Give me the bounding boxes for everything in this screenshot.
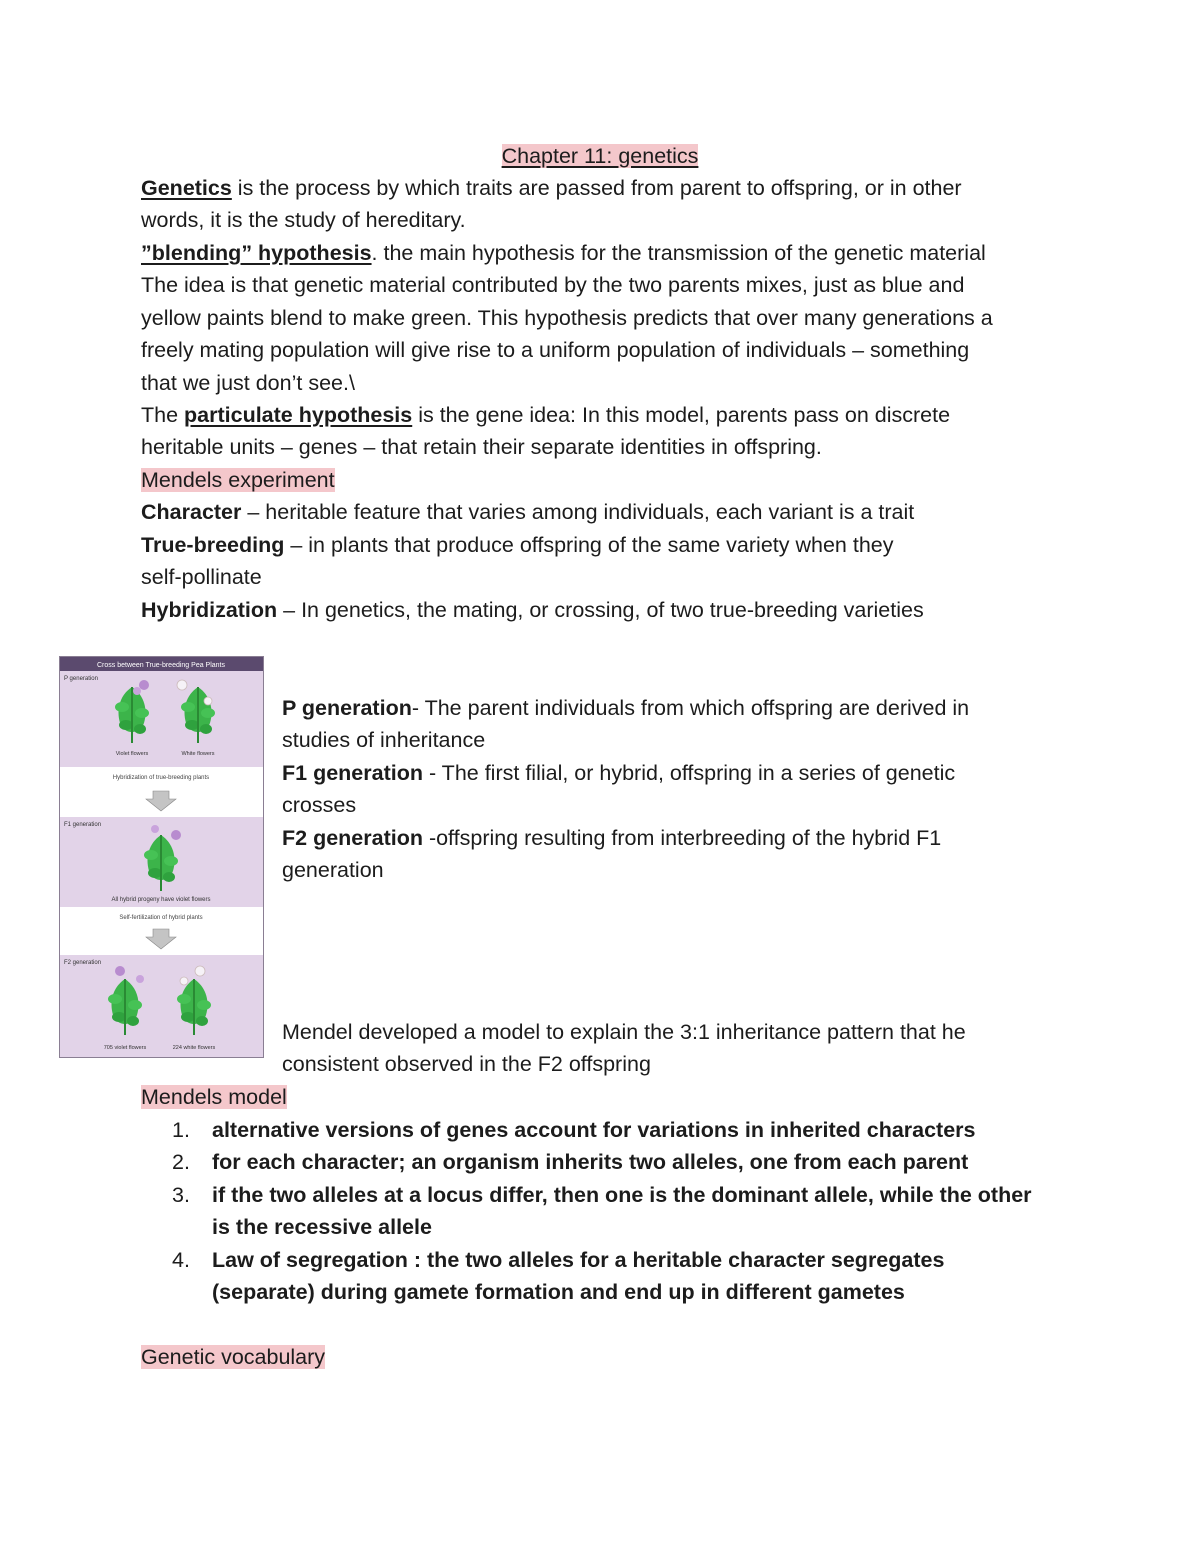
list-item-cont [212, 1276, 905, 1309]
violet-flower [139, 680, 149, 690]
truebreeding-term: True-breeding [141, 533, 285, 557]
character-term: Character [141, 500, 242, 524]
f2-label: F2 generation [64, 960, 102, 966]
f1-generation-definition [282, 757, 955, 790]
white-flower [195, 966, 205, 976]
p-generation-definition [282, 692, 969, 725]
genetics-definition [141, 172, 962, 205]
f2-right-caption: 224 white flowers [172, 1045, 216, 1051]
heading-text: Mendels experiment [141, 468, 335, 492]
f1-note: All hybrid progeny have violet flowers [111, 897, 211, 903]
section-heading-experiment [141, 464, 335, 497]
hybridization-definition [141, 594, 924, 627]
hybridization-term: Hybridization [141, 598, 278, 622]
p-term: P generation [282, 696, 412, 720]
f2-term: F2 generation [282, 826, 423, 850]
f1-label: F1 generation [64, 822, 102, 828]
p-right-caption: White flowers [181, 751, 215, 757]
list-number: 2. [172, 1150, 190, 1174]
f2-left-caption: 705 violet flowers [103, 1045, 147, 1051]
character-text: – heritable feature that varies among individuals, each variant is a trait [241, 500, 915, 524]
blending-text: . the main hypothesis for the transmission of the genetic material [371, 241, 986, 265]
truebreeding-text: – in plants that produce offspring of the same variety when they [284, 533, 894, 557]
list-text: if the two alleles at a locus differ, then one is the dominant allele, while the other [212, 1183, 1032, 1207]
list-number: 1. [172, 1118, 190, 1142]
model-explanation: Mendel developed a model to explain the 3:1 inheritance pattern that he [282, 1020, 966, 1044]
white-flower [180, 977, 188, 985]
p-left-caption: Violet flowers [115, 751, 149, 757]
list-item [172, 1179, 1032, 1212]
f2-generation-definition [282, 822, 941, 855]
figure-title: Cross between True-breeding Pea Plants [96, 662, 226, 669]
f2-text: -offspring resulting from interbreeding of the hybrid F1 [422, 826, 942, 850]
p-panel [60, 671, 263, 767]
violet-flower [151, 825, 159, 833]
heading-text: Mendels model [141, 1085, 287, 1109]
pea-cross-figure [59, 656, 264, 1058]
particulate-pre: The [141, 403, 185, 427]
list-item [172, 1244, 944, 1277]
hybridization-text: – In genetics, the mating, or crossing, of two true-breeding varieties [277, 598, 924, 622]
pea-cross-diagram [60, 657, 263, 1057]
violet-flower [133, 687, 141, 695]
truebreeding-line: self-pollinate [141, 565, 262, 589]
list-item [172, 1146, 968, 1179]
character-definition [141, 496, 914, 529]
blending-line: that we just don’t see.\ [141, 371, 355, 395]
particulate-definition [141, 399, 950, 432]
list-item-cont [212, 1211, 432, 1244]
list-text: Law of segregation : the two alleles for a heritable character segregates [212, 1248, 945, 1272]
list-text: for each character; an organism inherits two alleles, one from each parent [212, 1150, 969, 1174]
list-item [172, 1114, 976, 1147]
heading-text: Genetic vocabulary [141, 1345, 326, 1369]
f2-panel [60, 955, 263, 1057]
section-heading-vocabulary [141, 1341, 325, 1374]
section-heading-model [141, 1081, 287, 1114]
title-text: Chapter 11: genetics [501, 144, 699, 168]
blending-line: freely mating population will give rise to a uniform population of individuals – something [141, 338, 970, 362]
violet-flower [115, 966, 125, 976]
p-text: - The parent individuals from which offspring are derived in [411, 696, 970, 720]
list-text: alternative versions of genes account for variations in inherited characters [212, 1118, 976, 1142]
p-label: P generation [64, 676, 98, 682]
blending-line: yellow paints blend to make green. This hypothesis predicts that over many generations a [141, 306, 993, 330]
particulate-line: heritable units – genes – that retain their separate identities in offspring. [141, 435, 822, 459]
genetics-definition-cont: words, it is the study of hereditary. [141, 208, 466, 232]
model-explanation-cont: consistent observed in the F2 offspring [282, 1052, 651, 1076]
genetics-term: Genetics [141, 176, 232, 200]
f1-term: F1 generation [282, 761, 423, 785]
p-generation-line: studies of inheritance [282, 728, 486, 752]
list-number: 4. [172, 1248, 190, 1272]
f1-cross-note: Self-fertilization of hybrid plants [119, 915, 203, 921]
page-title [0, 140, 1200, 173]
f1-text: - The first filial, or hybrid, offspring in a series of genetic [422, 761, 956, 785]
down-arrow-icon [146, 929, 176, 949]
truebreeding-definition [141, 529, 894, 562]
list-text: is the recessive allele [212, 1215, 432, 1239]
blending-line: The idea is that genetic material contributed by the two parents mixes, just as blue and [141, 273, 965, 297]
blending-definition [141, 237, 986, 270]
p-note: Hybridization of true-breeding plants [112, 775, 210, 781]
white-flower [204, 697, 212, 705]
f2-generation-line: generation [282, 858, 384, 882]
down-arrow-icon [146, 791, 176, 811]
f1-generation-line: crosses [282, 793, 357, 817]
list-text: (separate) during gamete formation and end up in different gametes [212, 1280, 905, 1304]
particulate-text: is the gene idea: In this model, parents pass on discrete [412, 403, 951, 427]
violet-flower [171, 830, 181, 840]
genetics-text: is the process by which traits are passed from parent to offspring, or in other [231, 176, 962, 200]
white-flower [177, 680, 187, 690]
blending-term: ”blending” hypothesis [141, 241, 372, 265]
list-number: 3. [172, 1183, 190, 1207]
violet-flower [136, 975, 144, 983]
particulate-term: particulate hypothesis [184, 403, 413, 427]
